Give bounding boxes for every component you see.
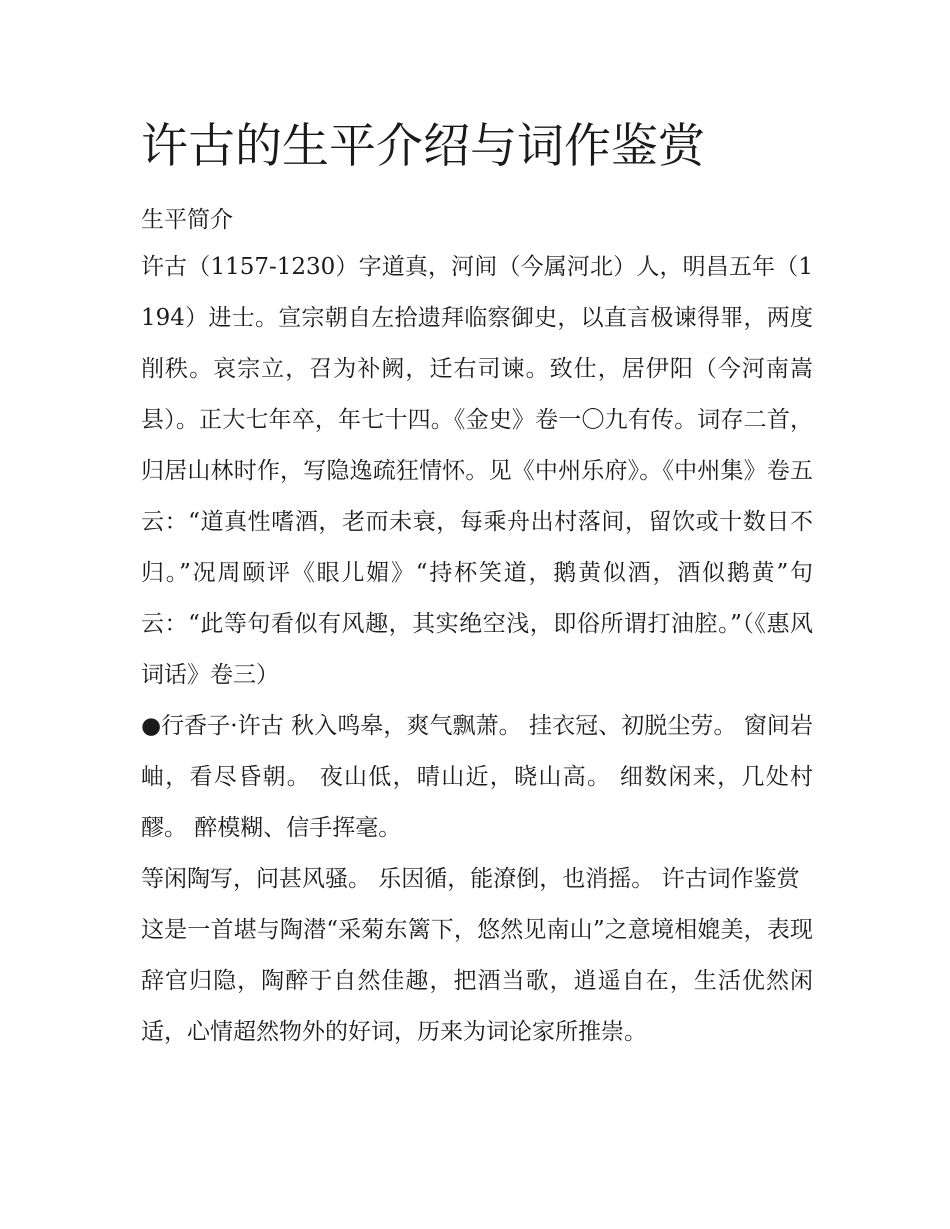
paragraph-biography: 许古（1157-1230）字道真，河间（今属河北）人，明昌五年（1194）进士。宣宗朝自左拾遗拜临察御史，以直言极谏得罪，两度削秩。哀宗立，召为补阙，迁右司谏。致仕，居伊阳（今河南嵩县）。正大七年卒，年七十四。《金史》卷一〇九有传。词存二首，归居山林时作，写隐逸疏狂情怀。见《中州乐府》。《中州集》卷五云：“道真性嗜酒，老而未衰，每乘舟出村落间，留饮或十数日不归。”况周颐评《眼儿媚》“持杯笑道，鹅黄似酒，酒似鹅黄”句云：“此等句看似有风趣，其实绝空浅，即俗所谓打油腔。”（《惠风词话》卷三） (141, 254, 813, 688)
document-title: 许古的生平介绍与词作鉴赏 (141, 119, 705, 174)
section-heading-biography: 生平简介 (141, 207, 233, 233)
paragraph-appreciation: 这是一首堪与陶潜“采菊东篱下，悠然见南山”之意境相媲美，表现辞官归隐，陶醉于自然佳趣，把酒当歌，逍遥自在，生活优然闲适，心情超然物外的好词，历来为词论家所推崇。 (141, 917, 813, 1045)
paragraph-poem-part-2: 等闲陶写，问甚风骚。 乐因循，能潦倒，也消摇。 许古词作鉴赏 (141, 866, 800, 892)
document-body (141, 112, 813, 1058)
paragraph-poem-part-1: ●行香子·许古 秋入鸣皋，爽气飘萧。 挂衣冠、初脱尘劳。 窗间岩岫，看尽昏朝。 夜山低，晴山近，晓山高。 细数闲来，几处村醪。 醉模糊、信手挥毫。 (141, 713, 813, 841)
